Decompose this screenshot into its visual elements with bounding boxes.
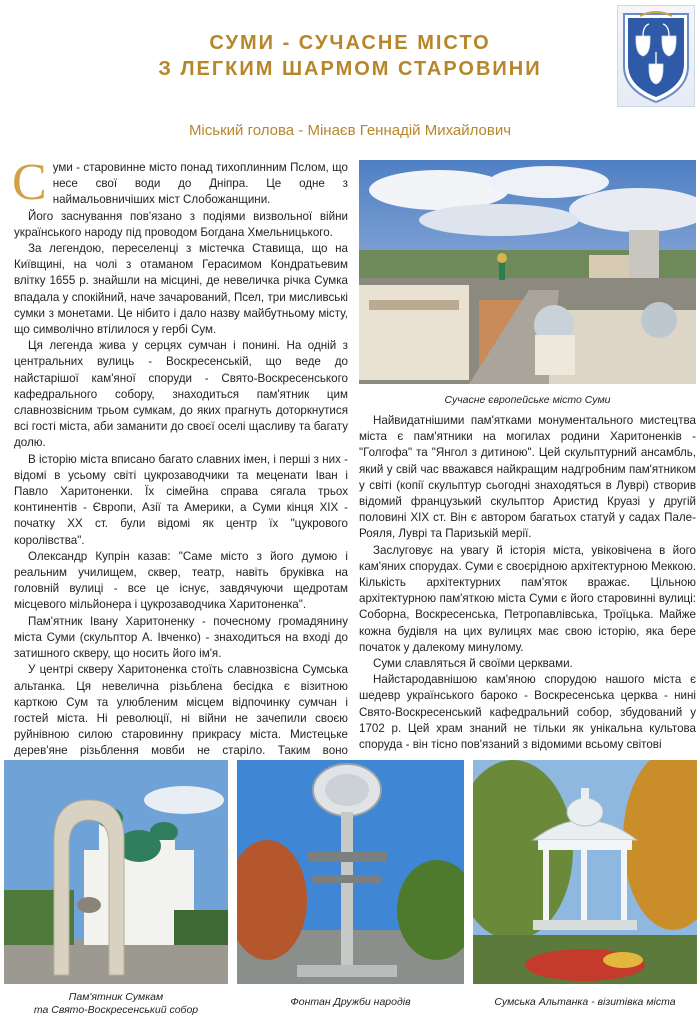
right-text-column bbox=[359, 413, 696, 753]
paragraph: В історію міста вписано багато славних імен, і перші з них - відомі в усьому світі цукрозаводчики та меценати Іван і Павло Харитоненки. Їх сімейна справа сягала трьох континентів - Європи, Азії та Америки, а Суми кінця XIX - початку XX ст. були відомі як центр їх "цукрового королівства". bbox=[14, 452, 348, 547]
gazebo-photo-caption: Сумська Альтанка - візитівка міста bbox=[494, 996, 676, 1008]
paragraph: Заслуговує на увагу й історія міста, увіковічена в його кам'яних спорудах. Суми є своєрідною архітектурною Меккою. Кількість архітектурних пам'яток вражає. Цільною архітектурною пам'яткою міста Суми є його старовинні вулиці: Соборна, Воскресенська, Петропавлівська, Троїцька. Майже кожна будівля на цих вулицях має свою історію, яка бере початок у далекому минулому. bbox=[359, 543, 696, 654]
city-coat-of-arms-image bbox=[617, 5, 695, 107]
paragraph: Найстародавнішою кам'яною спорудою нашого міста є шедевр українського бароко - Воскресенська церква - нині Свято-Воскресенський кафедральний собор, збудований у 1702 р. Цей храм знаний не тільки як унікальна культова споруда - він тісно пов'язаний з відомими всьому світові bbox=[359, 673, 696, 752]
monument-and-cathedral-photo bbox=[4, 760, 228, 984]
title-line-1: СУМИ - СУЧАСНЕ МІСТО bbox=[209, 32, 491, 54]
paragraph: Суми славляться й своїми церквами. bbox=[373, 657, 573, 671]
sumy-gazebo-photo bbox=[473, 760, 697, 984]
paragraph: Олександр Купрін казав: "Саме місто з його думою і реальним училищем, сквер, театр, навіть бруківка на головній вулиці - все це існує, завдячуючи щедротам місцевого мільйонера і цукрозаводчика Харитоненка". bbox=[14, 549, 348, 612]
city-panorama-photo bbox=[359, 160, 696, 384]
left-text-column bbox=[12, 154, 348, 776]
monument-photo-caption: Пам'ятник Сумкам та Свято-Воскресенський собор bbox=[33, 991, 199, 1016]
fountain-photo-caption: Фонтан Дружби народів bbox=[290, 996, 411, 1008]
paragraph: Його заснування пов'язано з подіями визвольної війни українського народу під проводом Богдана Хмельницького. bbox=[14, 209, 348, 239]
city-photo-caption: Сучасне європейське місто Суми bbox=[444, 394, 611, 406]
paragraph: Ця легенда жива у серцях сумчан і понині. На одній з центральних вулиць - Воскресенській, що веде до найстарішої кам'яної споруди - Свято-Воскресенського кафедрального собору, знаходиться пам'ятник цим славнозвісним трьом сумкам, до яких прагнуть доторкнутися всі гості міста, аби заманити до своєї оселі щасливу та багату долю. bbox=[14, 339, 348, 450]
page-title bbox=[150, 30, 550, 82]
paragraph: Пам'ятник Івану Харитоненку - почесному громадянину міста Суми (скульптор А. Івченко) - знаходиться на вході до затишного скверу, що носить його ім'я. bbox=[14, 614, 348, 661]
friendship-fountain-photo bbox=[237, 760, 464, 984]
drop-cap: С bbox=[12, 154, 47, 211]
paragraph: У центрі скверу Харитоненка стоїть славнозвісна Сумська альтанка. Ця невелична різьблена бесідка є візитною карткою Сум та улюбленим місцем відпочинку сумчан і гостей міста. Ні революції, ні війни не зачепили своєю руйнівною силою старовинну прикрасу міста. Мистецьке дерев'яне різьблення мовби не старіло. Таким воно bbox=[14, 663, 348, 758]
author-line: Міський голова - Мінаєв Геннадій Михайлович bbox=[188, 122, 512, 139]
paragraph: За легендою, переселенці з містечка Ставища, що на Київщині, на чолі з отаманом Герасимом Кондратьевим влітку 1655 р. знайшли на місцині, де невеличка річка Сумка впадала у спокійний, наче зачарований, Псел, три мисливські сумки з монетами. Це нібито і дало назву майбутньому місту, що символічно втілилося у гербі Сум. bbox=[14, 242, 348, 337]
intro-paragraph: Суми - старовинне місто понад тихоплинним Пслом, що несе свої води до Дніпра. Це одне з наймальовничіших міст Слобожанщини. bbox=[12, 154, 348, 211]
title-line-2: З ЛЕГКИМ ШАРМОМ СТАРОВИНИ bbox=[158, 58, 542, 80]
paragraph: Найвидатнішими пам'ятками монументального мистецтва міста є пам'ятники на могилах родини Харитоненків - "Голгофа" та "Янгол з дитиною". Цей скульптурний ансамбль, який у свій час вважався найкращим надгробним пам'ятником у світі (копії скульптур сьогодні знаходяться в Луврі) створив відомий французький скульптор Аристид Круазі у другій половині XIX ст. Він є автором багатьох статуй у садах Пале-Рояля, Луврі та Паризькій мерії. bbox=[359, 414, 696, 541]
